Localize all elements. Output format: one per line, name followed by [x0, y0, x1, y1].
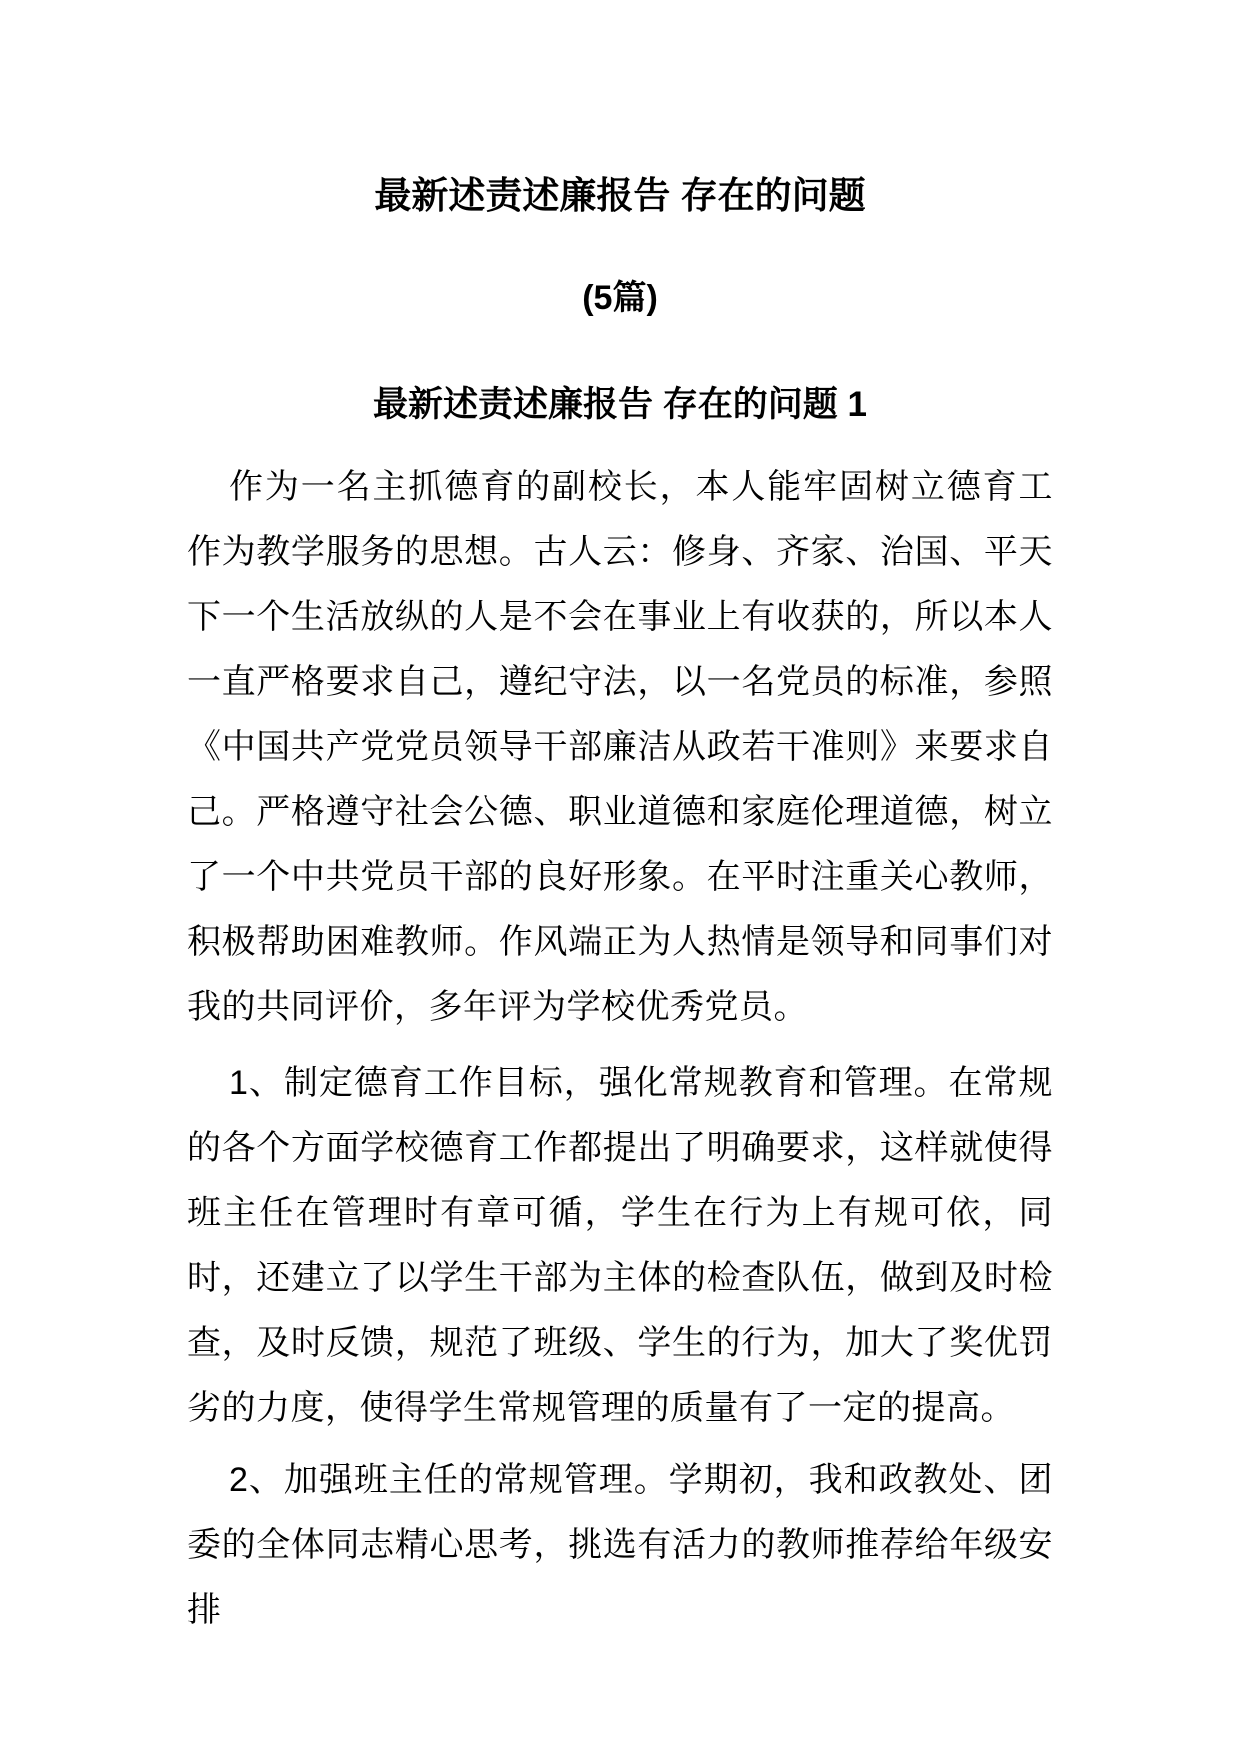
body-paragraph-3: 2、加强班主任的常规管理。学期初，我和政教处、团委的全体同志精心思考，挑选有活力的教师推荐给年级安排 — [187, 1461, 1053, 1629]
document-title: 最新述责述廉报告 存在的问题 — [374, 175, 866, 216]
section-heading: 最新述责述廉报告 存在的问题 1 — [373, 385, 867, 424]
document-subtitle-count: (5篇) — [582, 279, 658, 317]
body-paragraph-1: 作为一名主抓德育的副校长，本人能牢固树立德育工作为教学服务的思想。古人云：修身、齐家、治国、平天下一个生活放纵的人是不会在事业上有收获的，所以本人一直严格要求自己，遵纪守法，以一名党员的标准，参照《中国共产党党员领导干部廉洁从政若干准则》来要求自己。严格遵守社会公德、职业道德和家庭伦理道德，树立了一个中共党员干部的良好形象。在平时注重关心教师，积极帮助困难教师。作风端正为人热情是领导和同事们对我的共同评价，多年评为学校优秀党员。 — [187, 468, 1053, 1026]
body-paragraph-2: 1、制定德育工作目标，强化常规教育和管理。在常规的各个方面学校德育工作都提出了明确要求，这样就使得班主任在管理时有章可循，学生在行为上有规可依，同时，还建立了以学生干部为主体的检查队伍，做到及时检查，及时反馈，规范了班级、学生的行为，加大了奖优罚劣的力度，使得学生常规管理的质量有了一定的提高。 — [187, 1064, 1053, 1427]
